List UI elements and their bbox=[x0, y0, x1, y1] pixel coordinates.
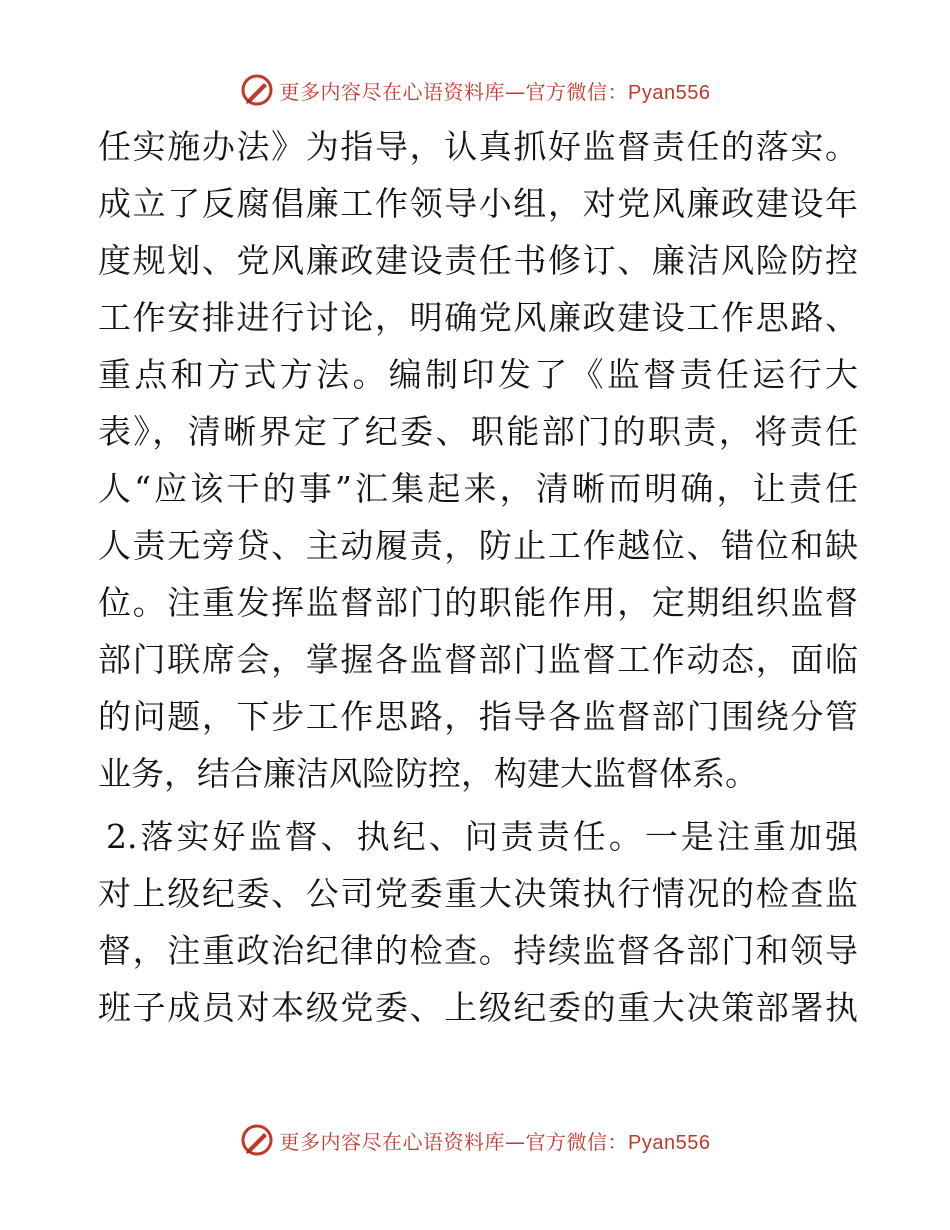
pen-circle-logo-icon bbox=[240, 1123, 274, 1157]
text-line: 位。注重发挥监督部门的职能作用，定期组织监督 bbox=[98, 583, 858, 622]
text-line: 业务，结合廉洁风险防控，构建大监督体系。 bbox=[98, 754, 758, 793]
header-banner bbox=[0, 70, 950, 110]
text-line: 部门联席会，掌握各监督部门监督工作动态，面临 bbox=[98, 640, 858, 679]
footer-wechat-id: Pyan556 bbox=[628, 1131, 711, 1154]
footer-banner-text: 更多内容尽在心语资料库—官方微信：Pyan556 bbox=[279, 1129, 711, 1154]
text-line: 班子成员对本级党委、上级纪委的重大决策部署执 bbox=[98, 988, 858, 1027]
document-body bbox=[98, 118, 858, 1036]
footer-banner bbox=[0, 1120, 950, 1160]
paragraph-2 bbox=[98, 808, 858, 1036]
text-line: 度规划、党风廉政建设责任书修订、廉洁风险防控 bbox=[98, 241, 858, 280]
text-line: 对上级纪委、公司党委重大决策执行情况的检查监 bbox=[98, 874, 858, 913]
header-wechat-id: Pyan556 bbox=[628, 81, 711, 104]
text-line: 的问题，下步工作思路，指导各监督部门围绕分管 bbox=[98, 697, 858, 736]
paragraph-1 bbox=[98, 118, 858, 802]
text-line: 重点和方式方法。编制印发了《监督责任运行大 bbox=[98, 355, 858, 394]
text-line: 任实施办法》为指导，认真抓好监督责任的落实。 bbox=[98, 127, 858, 166]
header-banner-text: 更多内容尽在心语资料库—官方微信：Pyan556 bbox=[279, 79, 711, 104]
text-line: 工作安排进行讨论，明确党风廉政建设工作思路、 bbox=[98, 298, 858, 337]
text-line: 2.落实好监督、执纪、问责责任。一是注重加强 bbox=[106, 817, 858, 856]
pen-circle-logo-icon bbox=[240, 73, 274, 107]
text-line: 成立了反腐倡廉工作领导小组，对党风廉政建设年 bbox=[98, 184, 858, 223]
text-line: 督，注重政治纪律的检查。持续监督各部门和领导 bbox=[98, 931, 858, 970]
text-line: 表》，清晰界定了纪委、职能部门的职责，将责任 bbox=[98, 412, 858, 451]
text-line: 人“应该干的事”汇集起来，清晰而明确，让责任 bbox=[98, 469, 858, 508]
text-line: 人责无旁贷、主动履责，防止工作越位、错位和缺 bbox=[98, 526, 858, 565]
